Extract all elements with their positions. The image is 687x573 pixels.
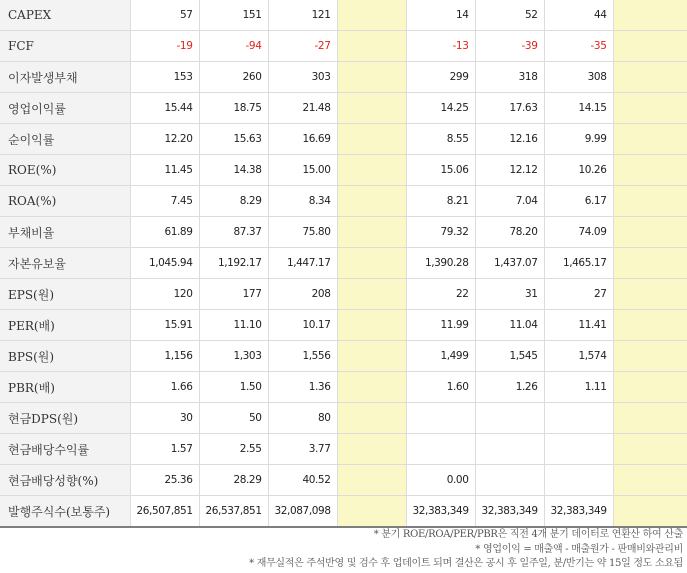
table-cell: 1.36 xyxy=(268,372,337,403)
table-cell: 50 xyxy=(199,403,268,434)
table-cell: 27 xyxy=(544,279,613,310)
table-cell xyxy=(337,31,406,62)
table-cell xyxy=(613,0,687,31)
table-cell xyxy=(613,155,687,186)
table-cell: 1,390.28 xyxy=(406,248,475,279)
table-cell: 10.26 xyxy=(544,155,613,186)
table-cell: 1.60 xyxy=(406,372,475,403)
table-cell: 22 xyxy=(406,279,475,310)
row-label: PER(배) xyxy=(0,310,130,341)
table-cell: 11.99 xyxy=(406,310,475,341)
table-cell xyxy=(337,434,406,465)
table-cell xyxy=(337,310,406,341)
table-cell: -13 xyxy=(406,31,475,62)
table-row xyxy=(0,248,687,279)
row-label: ROA(%) xyxy=(0,186,130,217)
table-cell: 3.77 xyxy=(268,434,337,465)
table-row xyxy=(0,403,687,434)
table-cell: 8.55 xyxy=(406,124,475,155)
table-cell xyxy=(337,217,406,248)
table-cell: 15.44 xyxy=(130,93,199,124)
table-cell: 8.29 xyxy=(199,186,268,217)
table-cell: 1,465.17 xyxy=(544,248,613,279)
table-cell: 57 xyxy=(130,0,199,31)
table-row xyxy=(0,465,687,496)
table-cell xyxy=(337,155,406,186)
table-cell xyxy=(613,465,687,496)
table-row xyxy=(0,279,687,310)
table-cell: 61.89 xyxy=(130,217,199,248)
table-cell xyxy=(337,496,406,528)
table-cell xyxy=(337,341,406,372)
row-label: 부채비율 xyxy=(0,217,130,248)
table-cell: 8.34 xyxy=(268,186,337,217)
table-cell xyxy=(475,465,544,496)
table-cell xyxy=(613,372,687,403)
table-cell: 16.69 xyxy=(268,124,337,155)
table-cell xyxy=(613,31,687,62)
table-cell: 153 xyxy=(130,62,199,93)
row-label: EPS(원) xyxy=(0,279,130,310)
table-cell: -35 xyxy=(544,31,613,62)
table-cell: 14.25 xyxy=(406,93,475,124)
table-cell: 32,383,349 xyxy=(406,496,475,528)
table-cell: 308 xyxy=(544,62,613,93)
table-cell: 1,156 xyxy=(130,341,199,372)
table-cell: 12.20 xyxy=(130,124,199,155)
table-cell xyxy=(544,434,613,465)
table-cell: 78.20 xyxy=(475,217,544,248)
row-label: FCF xyxy=(0,31,130,62)
footnotes xyxy=(249,528,683,572)
table-row xyxy=(0,31,687,62)
table-cell: 7.04 xyxy=(475,186,544,217)
row-label: 이자발생부채 xyxy=(0,62,130,93)
table-row xyxy=(0,341,687,372)
table-cell: 1,574 xyxy=(544,341,613,372)
table-row xyxy=(0,217,687,248)
table-cell: 1.66 xyxy=(130,372,199,403)
table-cell: 15.00 xyxy=(268,155,337,186)
table-cell: -39 xyxy=(475,31,544,62)
table-cell xyxy=(544,403,613,434)
table-cell: 1,045.94 xyxy=(130,248,199,279)
table-cell: 7.45 xyxy=(130,186,199,217)
table-cell: 318 xyxy=(475,62,544,93)
footnote-operating-profit: * 영업이익 = 매출액 - 매출원가 - 판매비와관리비 xyxy=(475,543,683,555)
row-label: ROE(%) xyxy=(0,155,130,186)
table-cell: 303 xyxy=(268,62,337,93)
footnote-ratio-annualization: * 분기 ROE/ROA/PER/PBR은 직전 4개 분기 데이터로 연환산 하여 산출 xyxy=(373,529,683,540)
table-cell: 6.17 xyxy=(544,186,613,217)
table-cell: 0.00 xyxy=(406,465,475,496)
table-row xyxy=(0,124,687,155)
table-cell: 9.99 xyxy=(544,124,613,155)
table-cell: 21.48 xyxy=(268,93,337,124)
table-cell: 2.55 xyxy=(199,434,268,465)
table-cell xyxy=(475,403,544,434)
table-row xyxy=(0,434,687,465)
table-cell: 52 xyxy=(475,0,544,31)
table-cell: 30 xyxy=(130,403,199,434)
table-cell xyxy=(406,403,475,434)
table-cell xyxy=(337,62,406,93)
table-cell xyxy=(337,279,406,310)
table-cell: -94 xyxy=(199,31,268,62)
table-cell: 28.29 xyxy=(199,465,268,496)
table-cell xyxy=(613,186,687,217)
table-cell xyxy=(337,403,406,434)
table-cell: 8.21 xyxy=(406,186,475,217)
table-cell: 11.10 xyxy=(199,310,268,341)
table-cell xyxy=(613,124,687,155)
row-label: 순이익률 xyxy=(0,124,130,155)
table-row xyxy=(0,0,687,31)
table-cell: 1.26 xyxy=(475,372,544,403)
table-cell: 121 xyxy=(268,0,337,31)
table-cell xyxy=(613,341,687,372)
table-row xyxy=(0,496,687,528)
table-cell: 11.45 xyxy=(130,155,199,186)
table-cell xyxy=(613,310,687,341)
table-cell: 17.63 xyxy=(475,93,544,124)
table-cell: 1.50 xyxy=(199,372,268,403)
row-label: 영업이익률 xyxy=(0,93,130,124)
table-cell: 26,507,851 xyxy=(130,496,199,528)
table-row xyxy=(0,310,687,341)
table-cell: 32,383,349 xyxy=(475,496,544,528)
table-cell: 14.15 xyxy=(544,93,613,124)
table-cell xyxy=(475,434,544,465)
table-cell xyxy=(544,465,613,496)
table-cell: 18.75 xyxy=(199,93,268,124)
row-label: 현금배당수익률 xyxy=(0,434,130,465)
table-cell xyxy=(337,465,406,496)
table-cell xyxy=(337,124,406,155)
row-label: 현금DPS(원) xyxy=(0,403,130,434)
row-label: 현금배당성향(%) xyxy=(0,465,130,496)
table-cell: -19 xyxy=(130,31,199,62)
table-cell xyxy=(613,217,687,248)
table-cell: 151 xyxy=(199,0,268,31)
row-label: 자본유보율 xyxy=(0,248,130,279)
table-cell: 40.52 xyxy=(268,465,337,496)
table-cell: 1,303 xyxy=(199,341,268,372)
table-cell: 80 xyxy=(268,403,337,434)
table-cell: 87.37 xyxy=(199,217,268,248)
table-cell xyxy=(613,62,687,93)
row-label: CAPEX xyxy=(0,0,130,31)
table-row xyxy=(0,62,687,93)
table-row xyxy=(0,155,687,186)
table-cell: 1,556 xyxy=(268,341,337,372)
table-cell: 10.17 xyxy=(268,310,337,341)
table-cell: 31 xyxy=(475,279,544,310)
table-cell: 1,437.07 xyxy=(475,248,544,279)
footnote-update-schedule: * 재무실적은 주석반영 및 검수 후 업데이트 되며 결산은 공시 후 일주일, 분/반기는 약 15일 정도 소요됨 xyxy=(249,558,683,569)
table-cell: 12.16 xyxy=(475,124,544,155)
table-cell: 14.38 xyxy=(199,155,268,186)
table-cell: 32,087,098 xyxy=(268,496,337,528)
table-cell: 74.09 xyxy=(544,217,613,248)
table-cell: 299 xyxy=(406,62,475,93)
row-label: BPS(원) xyxy=(0,341,130,372)
row-label: 발행주식수(보통주) xyxy=(0,496,130,528)
table-cell: 1.57 xyxy=(130,434,199,465)
table-row xyxy=(0,186,687,217)
table-cell xyxy=(337,372,406,403)
table-cell xyxy=(613,93,687,124)
table-cell: 1,447.17 xyxy=(268,248,337,279)
table-cell xyxy=(613,496,687,528)
table-cell xyxy=(613,434,687,465)
table-cell: 44 xyxy=(544,0,613,31)
table-cell: 11.41 xyxy=(544,310,613,341)
table-row xyxy=(0,372,687,403)
table-cell xyxy=(337,248,406,279)
table-cell: 11.04 xyxy=(475,310,544,341)
table-cell xyxy=(406,434,475,465)
table-row xyxy=(0,93,687,124)
table-cell: -27 xyxy=(268,31,337,62)
table-cell: 15.91 xyxy=(130,310,199,341)
table-cell xyxy=(337,93,406,124)
table-cell xyxy=(613,279,687,310)
table-cell: 32,383,349 xyxy=(544,496,613,528)
table-cell: 12.12 xyxy=(475,155,544,186)
table-cell xyxy=(337,0,406,31)
table-cell: 177 xyxy=(199,279,268,310)
table-cell: 25.36 xyxy=(130,465,199,496)
table-cell: 120 xyxy=(130,279,199,310)
table-cell: 79.32 xyxy=(406,217,475,248)
table-cell: 14 xyxy=(406,0,475,31)
table-cell: 1.11 xyxy=(544,372,613,403)
table-cell xyxy=(613,248,687,279)
table-cell: 1,192.17 xyxy=(199,248,268,279)
table-cell: 75.80 xyxy=(268,217,337,248)
table-cell: 15.06 xyxy=(406,155,475,186)
table-cell: 1,545 xyxy=(475,341,544,372)
table-cell: 15.63 xyxy=(199,124,268,155)
table-cell xyxy=(337,186,406,217)
table-cell xyxy=(613,403,687,434)
table-cell: 208 xyxy=(268,279,337,310)
table-cell: 26,537,851 xyxy=(199,496,268,528)
table-cell: 1,499 xyxy=(406,341,475,372)
table-cell: 260 xyxy=(199,62,268,93)
row-label: PBR(배) xyxy=(0,372,130,403)
